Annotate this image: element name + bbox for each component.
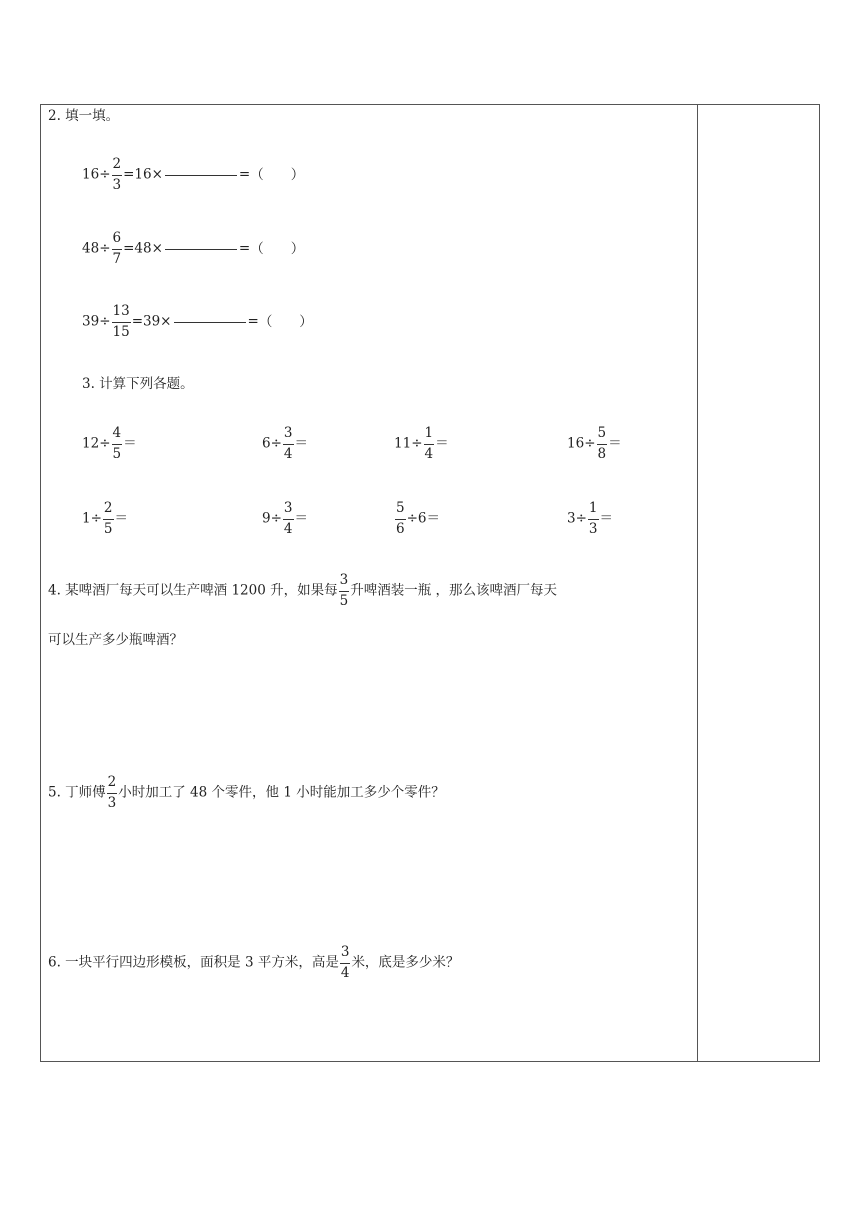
fraction: $\frac{6}{7}$ bbox=[112, 230, 122, 267]
q4-line-2: 可以生产多少瓶啤酒？ bbox=[48, 632, 183, 648]
fraction: $\frac{3}{5}$ bbox=[339, 572, 349, 609]
answer-paren: （ ） bbox=[250, 166, 305, 183]
q2-row-1: 16÷ $\frac{2}{3}$ =16× =（ ） bbox=[82, 156, 305, 193]
q5-text: 5. 丁师傅 $\frac{2}{3}$ 小时加工了 48 个零件，他 1 小时能加工多少个零件？ bbox=[48, 774, 445, 811]
column-divider bbox=[697, 105, 698, 1061]
fraction: $\frac{2}{3}$ bbox=[112, 156, 122, 193]
answer-blank bbox=[165, 175, 237, 176]
q3-item: $\frac{5}{6}$ ÷6＝ bbox=[396, 500, 440, 537]
answer-paren: （ ） bbox=[258, 313, 313, 330]
q3-item: 12÷ $\frac{4}{5}$ ＝ bbox=[82, 425, 137, 462]
q3-item: 3÷ $\frac{1}{3}$ ＝ bbox=[567, 500, 613, 537]
q3-item: 16÷ $\frac{5}{8}$ ＝ bbox=[567, 425, 622, 462]
answer-paren: （ ） bbox=[250, 240, 305, 257]
q3-item: 9÷ $\frac{3}{4}$ ＝ bbox=[262, 500, 308, 537]
fraction: $\frac{2}{3}$ bbox=[107, 774, 117, 811]
answer-blank bbox=[165, 249, 237, 250]
q3-item: 6÷ $\frac{3}{4}$ ＝ bbox=[262, 425, 308, 462]
fraction: $\frac{13}{15}$ bbox=[112, 303, 130, 340]
q3-heading: 3. 计算下列各题。 bbox=[82, 376, 194, 392]
q2-row-3: 39÷ $\frac{13}{15}$ =39× =（ ） bbox=[82, 303, 313, 340]
fraction: $\frac{3}{4}$ bbox=[340, 944, 350, 981]
q3-item: 11÷ $\frac{1}{4}$ ＝ bbox=[394, 425, 449, 462]
q2-row-2: 48÷ $\frac{6}{7}$ =48× =（ ） bbox=[82, 230, 305, 267]
q3-item: 1÷ $\frac{2}{5}$ ＝ bbox=[82, 500, 128, 537]
q6-text: 6. 一块平行四边形模板，面积是 3 平方米，高是 $\frac{3}{4}$ 米，底是多少米？ bbox=[48, 944, 460, 981]
q4-line-1: 4. 某啤酒厂每天可以生产啤酒 1200 升，如果每 $\frac{3}{5}$ 升啤酒装一瓶 ，那么该啤酒厂每天 bbox=[48, 572, 558, 609]
q2-heading: 2. 填一填。 bbox=[48, 108, 120, 124]
answer-blank bbox=[174, 322, 246, 323]
